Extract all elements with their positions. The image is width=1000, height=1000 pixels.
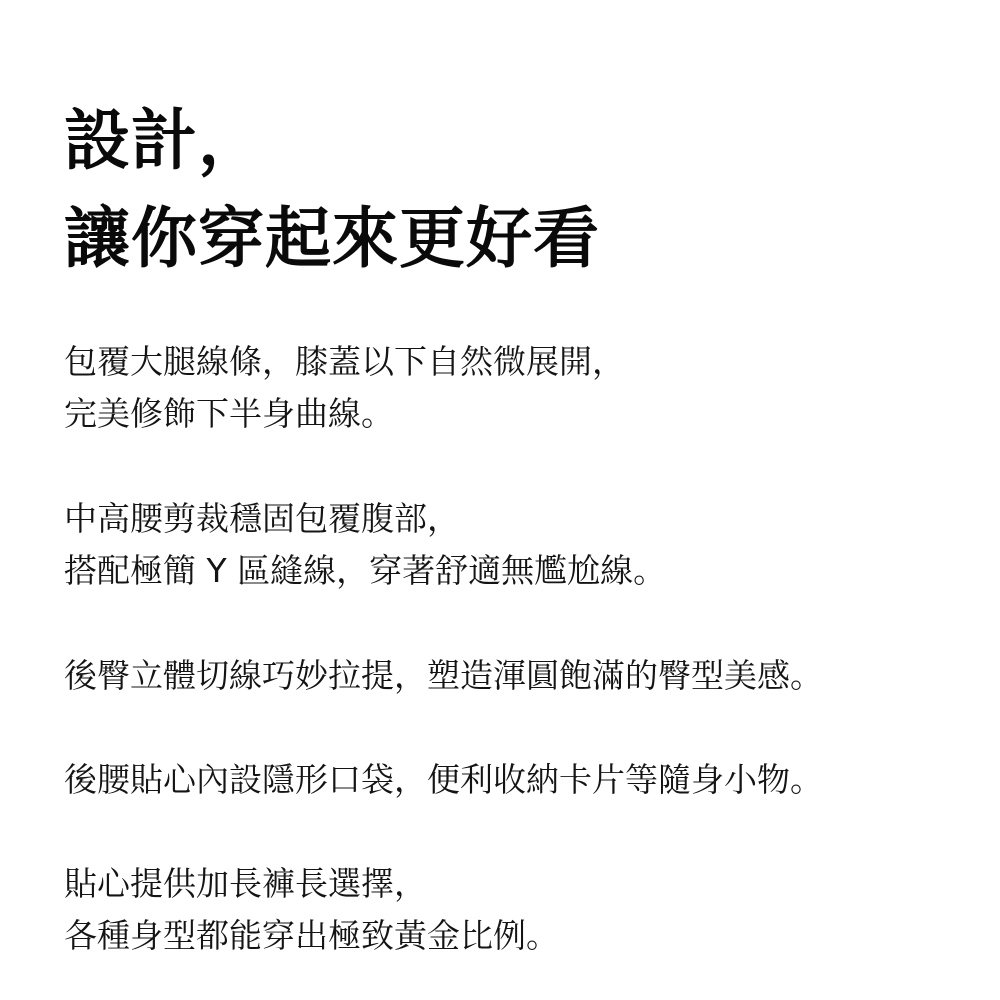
paragraph-line: 完美修飾下半身曲線。 <box>64 394 394 433</box>
page-title <box>64 92 600 288</box>
paragraph-hidden-pocket <box>64 754 823 806</box>
paragraph-line: 中高腰剪裁穩固包覆腹部， <box>64 499 460 538</box>
paragraph-line: 包覆大腿線條，膝蓋以下自然微展開， <box>64 342 625 381</box>
paragraph-high-waist <box>64 493 666 597</box>
paragraph-line: 後臀立體切線巧妙拉提，塑造渾圓飽滿的臀型美感。 <box>64 656 823 695</box>
paragraph-length-option <box>64 858 559 962</box>
paragraph-line: 貼心提供加長褲長選擇， <box>64 864 427 903</box>
paragraph-line: 各種身型都能穿出極致黃金比例。 <box>64 916 559 955</box>
paragraph-hip-lift <box>64 650 823 702</box>
paragraph-line: 搭配極簡 Y 區縫線，穿著舒適無尷尬線。 <box>64 551 667 590</box>
paragraph-line: 後腰貼心內設隱形口袋，便利收納卡片等隨身小物。 <box>64 760 823 799</box>
page-title-line-2: 讓你穿起來更好看 <box>64 200 600 277</box>
page-title-line-1: 設計， <box>64 102 265 179</box>
paragraph-thigh-line <box>64 336 625 440</box>
